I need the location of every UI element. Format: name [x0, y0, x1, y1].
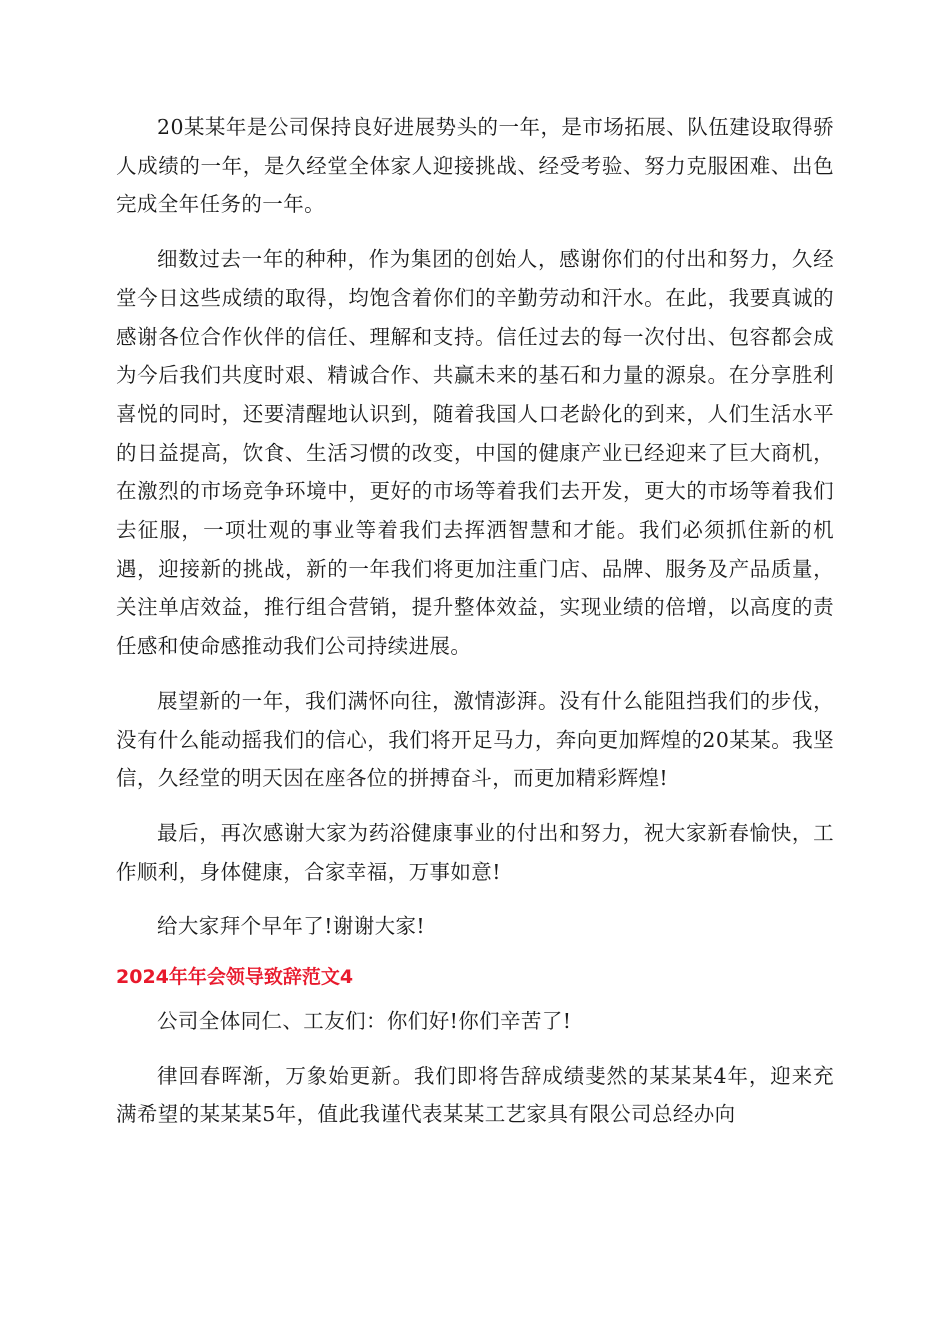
paragraph-new-year-greeting: 给大家拜个早年了!谢谢大家!: [157, 914, 426, 939]
paragraph-opening: 律回春晖渐，万象始更新。我们即将告辞成绩斐然的某某某4年，迎来充满希望的某某某5年，值此我谨代表某某工艺家具有限公司总经办向: [116, 1063, 834, 1127]
document-body: [116, 108, 834, 1150]
paragraph-progress-year: 20某某年是公司保持良好进展势头的一年，是市场拓展、队伍建设取得骄人成绩的一年，是久经堂全体家人迎接挑战、经受考验、努力克服困难、出色完成全年任务的一年。: [116, 115, 834, 217]
paragraph-closing-wishes: 最后，再次感谢大家为药浴健康事业的付出和努力，祝大家新春愉快，工作顺利，身体健康，合家幸福，万事如意!: [116, 820, 834, 884]
paragraph-salutation: 公司全体同仁、工友们：你们好!你们辛苦了!: [157, 1009, 572, 1034]
paragraph-thanks: 细数过去一年的种种，作为集团的创始人，感谢你们的付出和努力，久经堂今日这些成绩的取得，均饱含着你们的辛勤劳动和汗水。在此，我要真诚的感谢各位合作伙伴的信任、理解和支持。信任过去的每一次付出、包容都会成为今后我们共度时艰、精诚合作、共赢未来的基石和力量的源泉。在分享胜利喜悦的同时，还要清醒地认识到，随着我国人口老龄化的到来，人们生活水平的日益提高，饮食、生活习惯的改变，中国的健康产业已经迎来了巨大商机，在激烈的市场竞争环境中，更好的市场等着我们去开发，更大的市场等着我们去征服，一项壮观的事业等着我们去挥洒智慧和才能。我们必须抓住新的机遇，迎接新的挑战，新的一年我们将更加注重门店、品牌、服务及产品质量，关注单店效益，推行组合营销，提升整体效益，实现业绩的倍增，以高度的责任感和使命感推动我们公司持续进展。: [116, 247, 834, 659]
paragraph-outlook: 展望新的一年，我们满怀向往，激情澎湃。没有什么能阻挡我们的步伐，没有什么能动摇我们的信心，我们将开足马力，奔向更加辉煌的20某某。我坚信，久经堂的明天因在座各位的拼搏奋斗，而更加精彩辉煌!: [116, 688, 834, 791]
section-heading: 2024年年会领导致辞范文4: [116, 966, 354, 989]
